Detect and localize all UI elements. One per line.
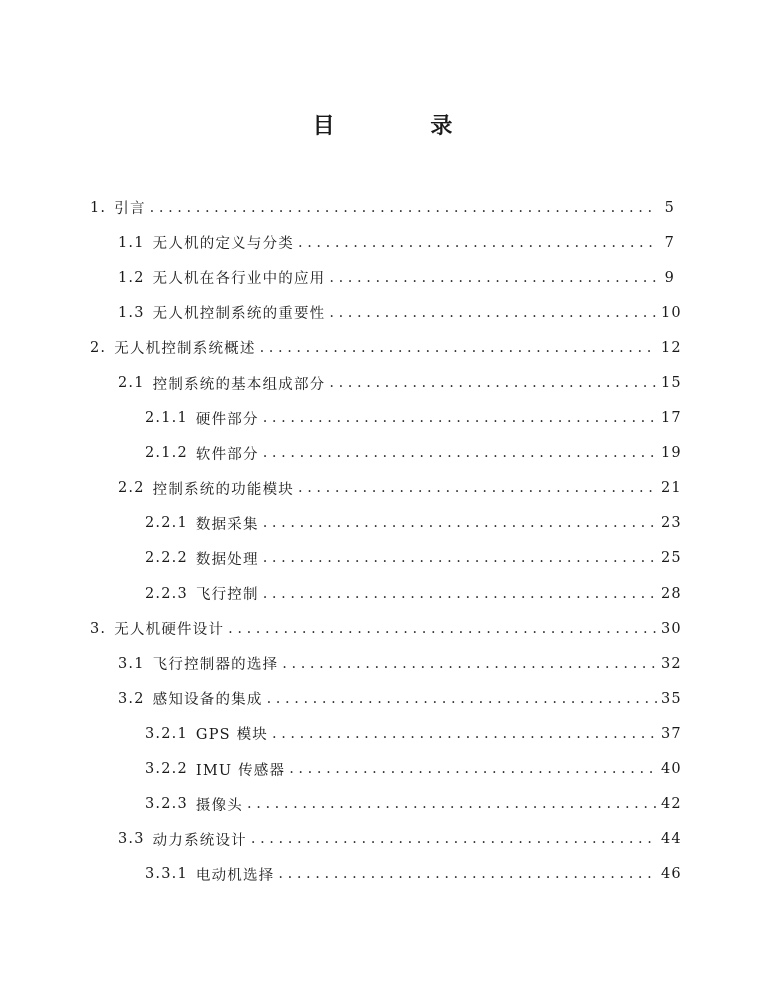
toc-entry-label: 硬件部分	[195, 411, 259, 428]
toc-entry-label: 无人机控制系统概述	[114, 341, 256, 358]
toc-dot-leader	[298, 480, 657, 496]
toc-entry-label: 数据采集	[195, 516, 259, 533]
toc-entry-page-number: 15	[661, 375, 682, 392]
toc-entry-number: 2.2.2	[145, 550, 188, 567]
toc-dot-leader	[329, 305, 657, 321]
toc-dot-leader	[263, 550, 657, 566]
toc-dot-leader	[247, 796, 657, 812]
toc-entry-number: 3.3.1	[145, 866, 188, 883]
toc-entry-number: 1.3	[118, 304, 145, 321]
toc-dot-leader	[251, 831, 657, 847]
toc-entry-label: 控制系统的功能模块	[152, 481, 294, 498]
toc-entry-label: 摄像头	[195, 797, 244, 814]
toc-entry-page-number: 42	[661, 796, 682, 813]
toc-entry-label: 无人机控制系统的重要性	[152, 306, 326, 323]
toc-entry-number: 2.1.2	[145, 445, 188, 462]
toc-entry-page-number: 32	[661, 655, 682, 672]
toc-entry-label: 电动机选择	[195, 867, 275, 884]
toc-dot-leader	[263, 515, 657, 531]
toc-entry[interactable]	[0, 611, 765, 646]
toc-entry[interactable]	[0, 225, 765, 260]
toc-entry-label: GPS 模块	[195, 727, 268, 744]
toc-entry-label: 软件部分	[195, 446, 259, 463]
toc-entry-label: 无人机硬件设计	[114, 622, 225, 639]
toc-entry-page-number: 25	[661, 550, 682, 567]
toc-entry-label: 动力系统设计	[152, 832, 247, 849]
toc-entry-page-number: 30	[661, 620, 682, 637]
toc-entry[interactable]	[0, 471, 765, 506]
toc-entry-page-number: 23	[661, 515, 682, 532]
toc-entry-number: 3.2.1	[145, 725, 188, 742]
toc-entry[interactable]	[0, 822, 765, 857]
toc-entry[interactable]	[0, 716, 765, 751]
toc-dot-leader	[263, 586, 657, 602]
toc-entry[interactable]	[0, 401, 765, 436]
toc-entry-label: 数据处理	[195, 551, 259, 568]
toc-entry[interactable]	[0, 681, 765, 716]
toc-entry-label: 飞行控制	[195, 587, 259, 604]
toc-entry-number: 2.	[90, 339, 107, 356]
toc-entry-number: 2.2	[118, 480, 145, 497]
toc-entry[interactable]	[0, 787, 765, 822]
toc-entry[interactable]	[0, 295, 765, 330]
toc-dot-leader	[298, 235, 657, 251]
toc-entry[interactable]	[0, 190, 765, 225]
toc-entry[interactable]	[0, 752, 765, 787]
toc-entry-page-number: 12	[661, 339, 682, 356]
toc-entry-number: 2.2.1	[145, 515, 188, 532]
toc-dot-leader	[267, 691, 657, 707]
toc-entry-label: 无人机在各行业中的应用	[152, 271, 326, 288]
toc-dot-leader	[228, 621, 657, 637]
toc-entry-number: 1.2	[118, 269, 145, 286]
toc-title: 目 录	[312, 114, 497, 139]
toc-entry-page-number: 10	[661, 304, 682, 321]
toc-entry-number: 3.3	[118, 831, 145, 848]
toc-entry-page-number: 44	[661, 831, 682, 848]
table-of-contents	[0, 190, 765, 892]
toc-dot-leader	[150, 200, 657, 216]
toc-entry-number: 1.	[90, 199, 107, 216]
toc-entry-label: 无人机的定义与分类	[152, 236, 294, 253]
toc-entry-number: 3.2.2	[145, 761, 188, 778]
toc-entry-page-number: 5	[664, 199, 675, 216]
toc-entry-label: IMU 传感器	[195, 762, 286, 779]
toc-entry-label: 控制系统的基本组成部分	[152, 376, 326, 393]
toc-entry-page-number: 21	[661, 480, 682, 497]
toc-entry[interactable]	[0, 365, 765, 400]
toc-entry[interactable]	[0, 857, 765, 892]
toc-entry-page-number: 28	[661, 585, 682, 602]
toc-entry-number: 2.1	[118, 375, 145, 392]
toc-entry[interactable]	[0, 506, 765, 541]
toc-entry-page-number: 19	[661, 445, 682, 462]
toc-entry-label: 感知设备的集成	[152, 692, 263, 709]
toc-entry-page-number: 40	[661, 761, 682, 778]
toc-entry[interactable]	[0, 260, 765, 295]
toc-entry-number: 1.1	[118, 234, 145, 251]
toc-entry-label: 引言	[114, 201, 146, 218]
toc-entry-page-number: 46	[661, 866, 682, 883]
toc-entry-number: 3.2.3	[145, 796, 188, 813]
toc-entry[interactable]	[0, 436, 765, 471]
toc-entry-page-number: 9	[664, 269, 675, 286]
toc-entry[interactable]	[0, 541, 765, 576]
toc-entry-page-number: 7	[664, 234, 675, 251]
toc-entry-page-number: 35	[661, 690, 682, 707]
toc-entry[interactable]	[0, 330, 765, 365]
toc-entry-label: 飞行控制器的选择	[152, 657, 279, 674]
toc-entry[interactable]	[0, 646, 765, 681]
toc-entry-page-number: 17	[661, 410, 682, 427]
toc-entry-number: 3.1	[118, 655, 145, 672]
toc-entry-page-number: 37	[661, 725, 682, 742]
toc-dot-leader	[278, 866, 657, 882]
toc-entry-number: 3.2	[118, 690, 145, 707]
toc-dot-leader	[263, 445, 657, 461]
toc-dot-leader	[272, 726, 657, 742]
toc-entry-number: 3.	[90, 620, 107, 637]
toc-entry-number: 2.2.3	[145, 585, 188, 602]
toc-dot-leader	[329, 375, 657, 391]
toc-dot-leader	[282, 656, 657, 672]
toc-dot-leader	[263, 410, 657, 426]
toc-entry-number: 2.1.1	[145, 410, 188, 427]
toc-entry[interactable]	[0, 576, 765, 611]
toc-dot-leader	[289, 761, 657, 777]
toc-dot-leader	[260, 340, 657, 356]
toc-dot-leader	[329, 270, 657, 286]
